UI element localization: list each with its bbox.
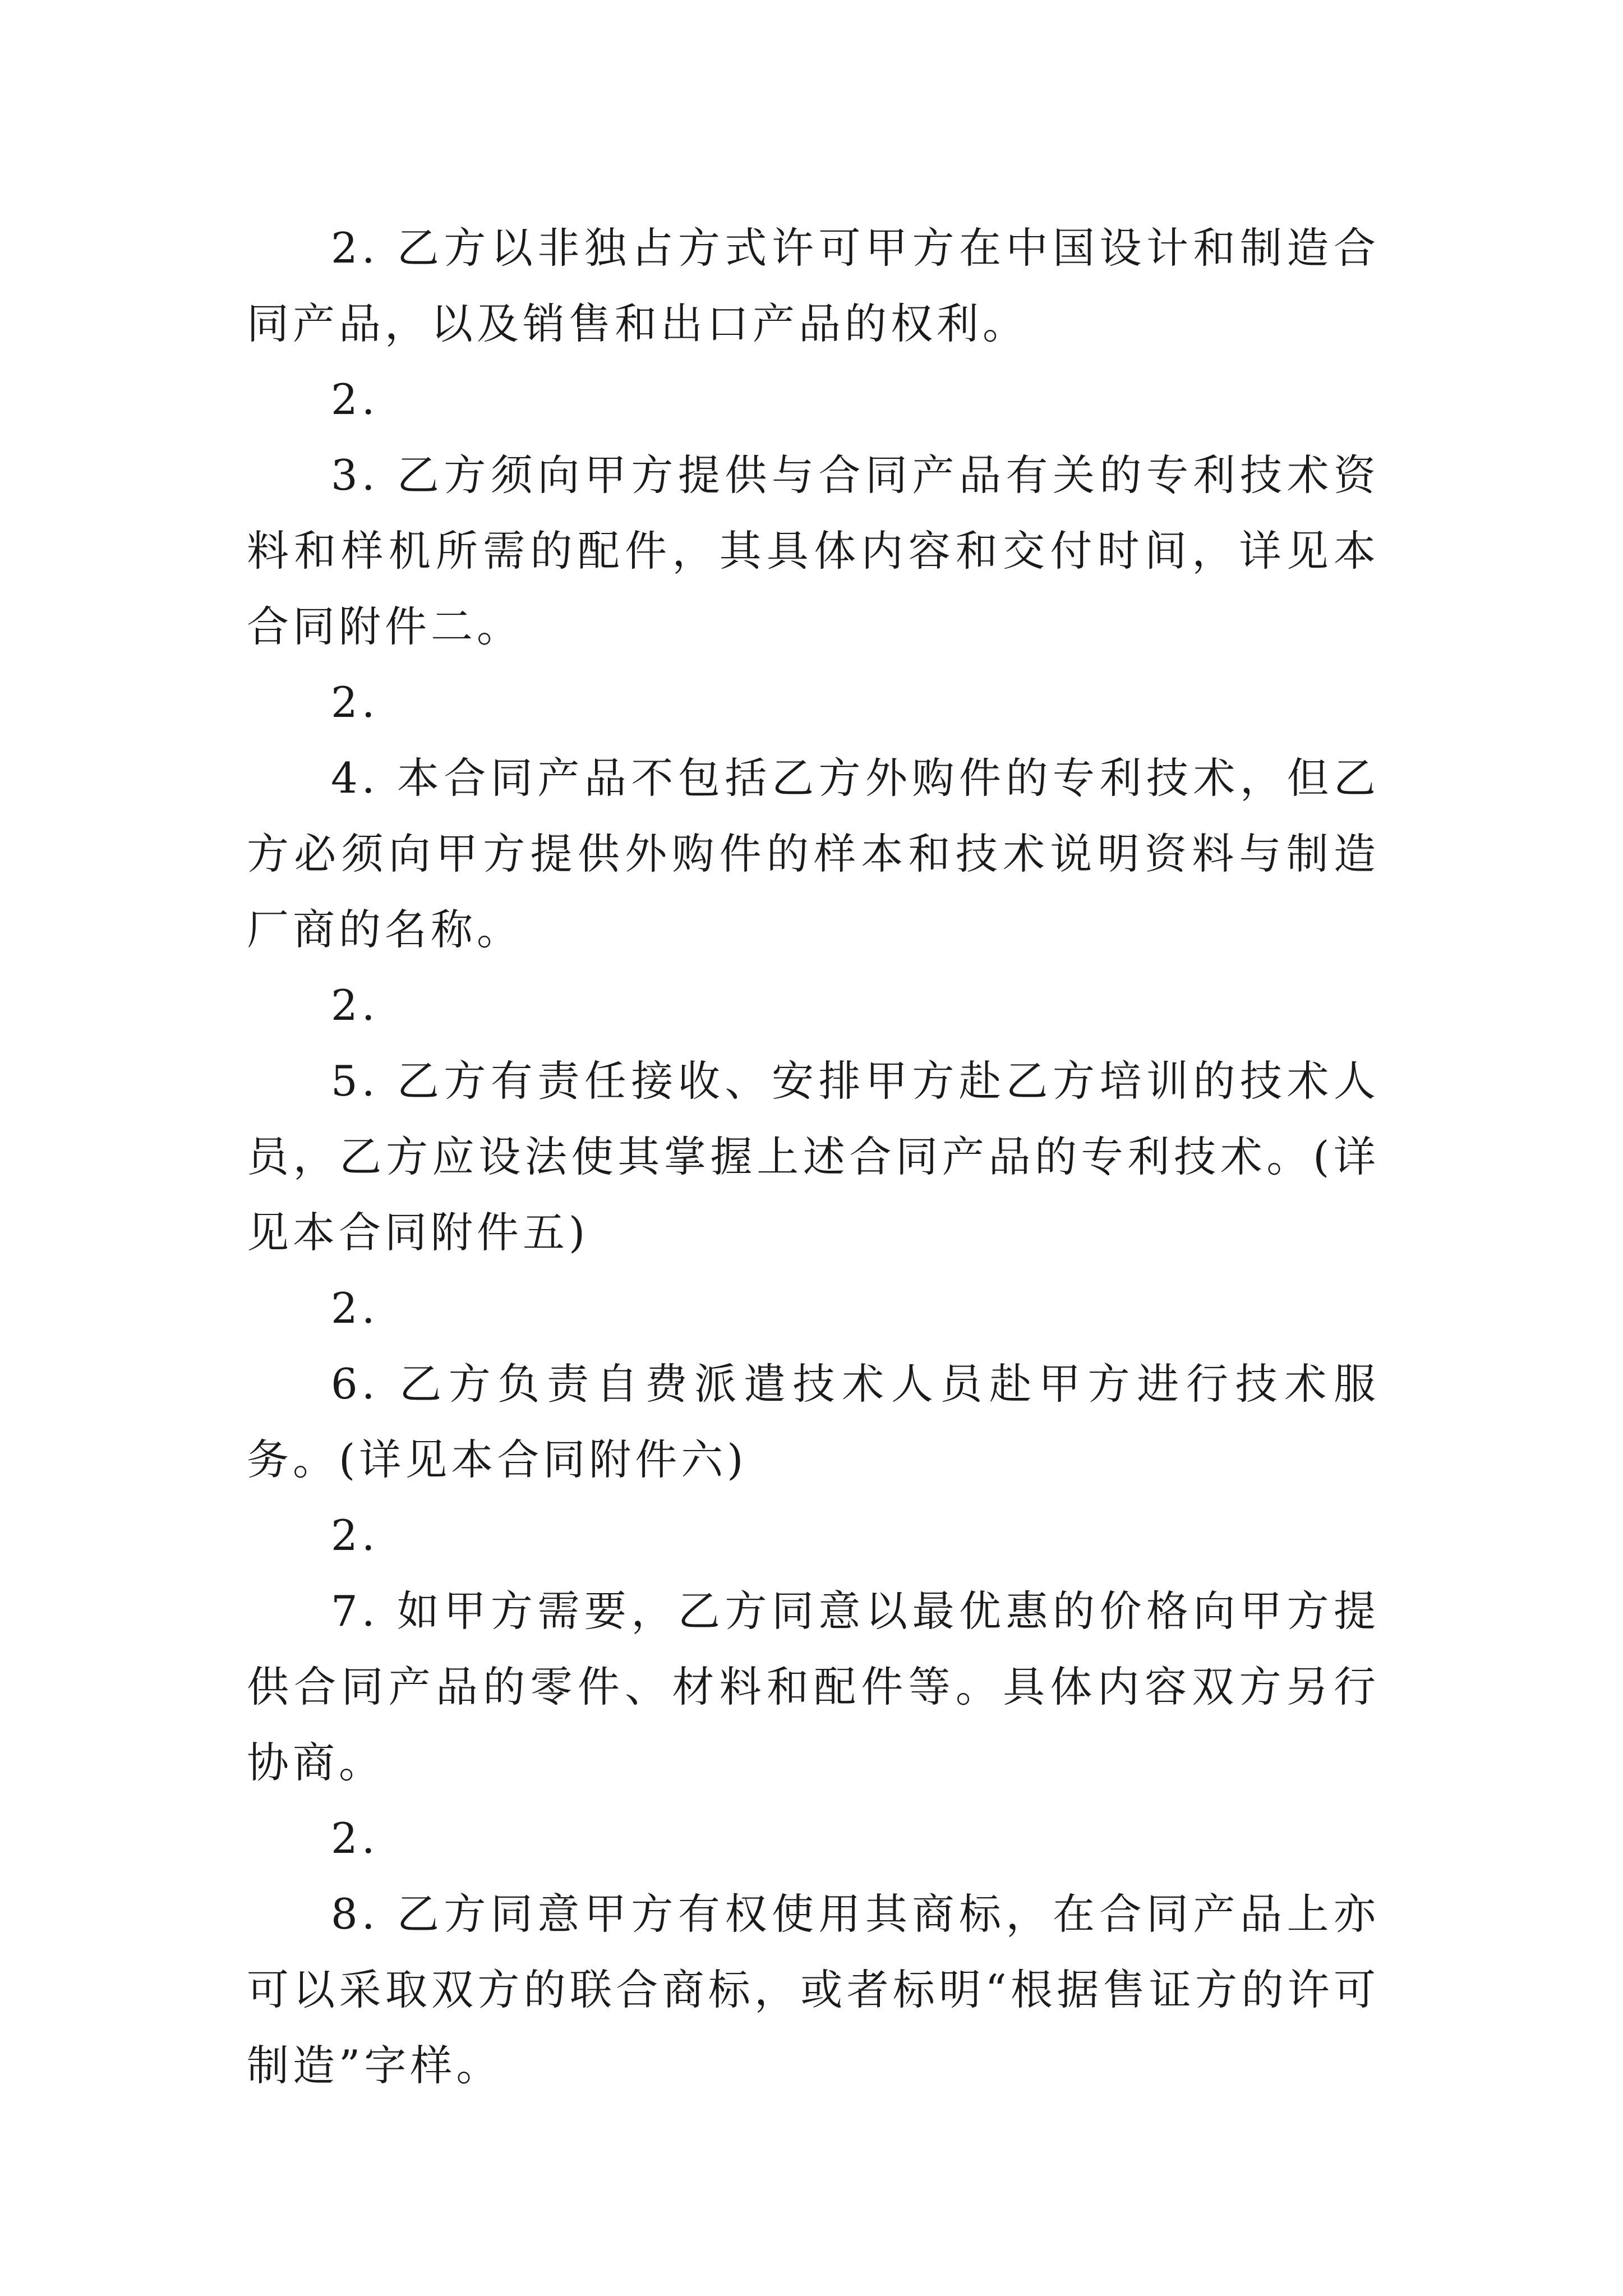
clause-2-1: 2. 乙方以非独占方式许可甲方在中国设计和制造合同产品，以及销售和出口产品的权利。	[247, 223, 1380, 348]
section-marker: 2.	[331, 1814, 379, 1863]
section-marker: 2.	[331, 678, 379, 727]
section-marker: 2.	[331, 1511, 379, 1560]
section-marker: 2.	[331, 375, 379, 424]
clause-2-4: 4. 本合同产品不包括乙方外购件的专利技术，但乙方必须向甲方提供外购件的样本和技术说明资料与制造厂商的名称。	[247, 753, 1380, 954]
clause-2-5: 5. 乙方有责任接收、安排甲方赴乙方培训的技术人员，乙方应设法使其掌握上述合同产品的专利技术。(详见本合同附件五)	[247, 1056, 1380, 1257]
clause-2-7: 7. 如甲方需要，乙方同意以最优惠的价格向甲方提供合同产品的零件、材料和配件等。具体内容双方另行协商。	[247, 1586, 1380, 1787]
section-marker: 2.	[331, 981, 379, 1030]
clause-2-3: 3. 乙方须向甲方提供与合同产品有关的专利技术资料和样机所需的配件，其具体内容和交付时间，详见本合同附件二。	[247, 450, 1380, 651]
section-marker: 2.	[331, 1283, 379, 1333]
clause-2-8: 8. 乙方同意甲方有权使用其商标，在合同产品上亦可以采取双方的联合商标，或者标明“根据售证方的许可制造”字样。	[247, 1889, 1380, 2090]
clause-2-6: 6. 乙方负责自费派遣技术人员赴甲方进行技术服务。(详见本合同附件六)	[247, 1359, 1380, 1484]
document-body	[247, 210, 1380, 2104]
